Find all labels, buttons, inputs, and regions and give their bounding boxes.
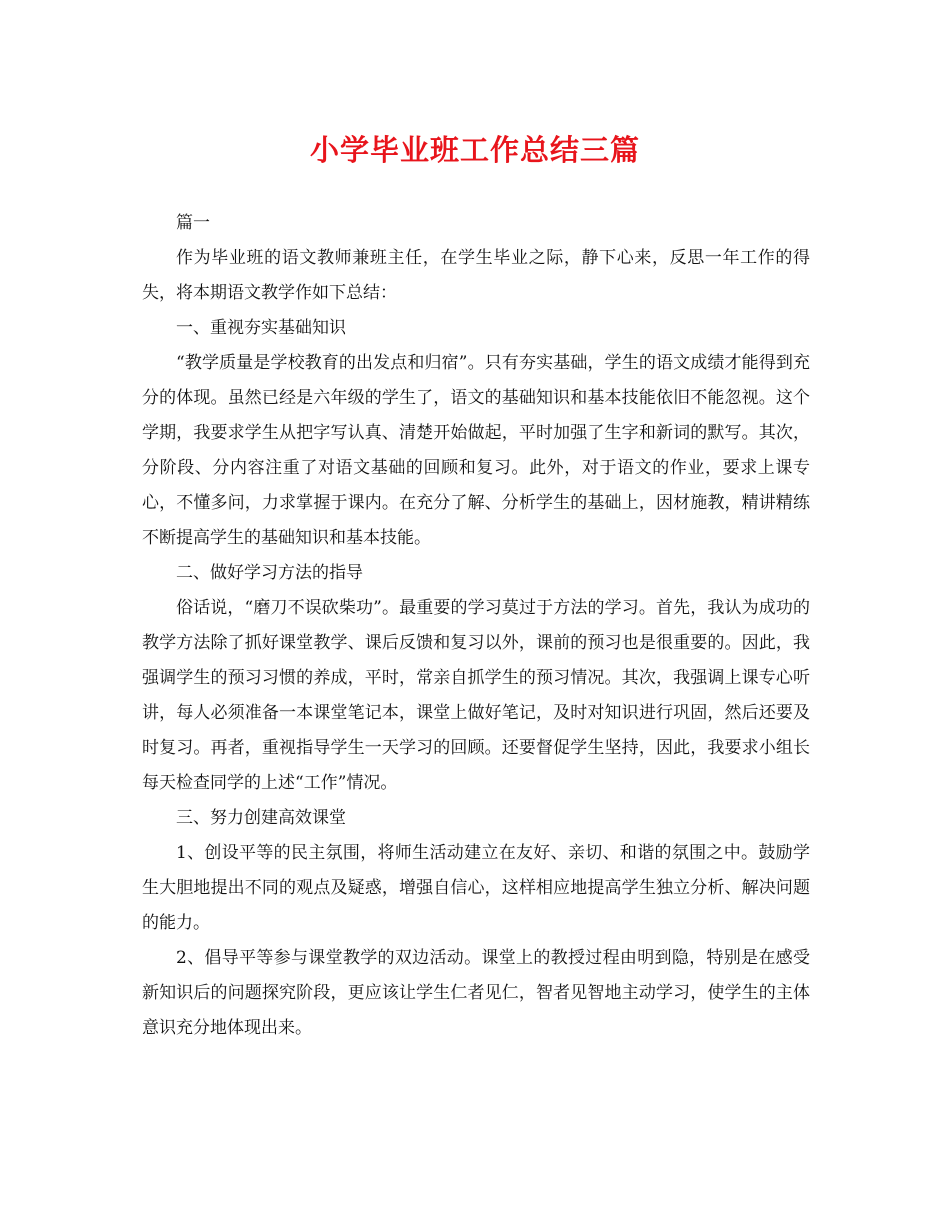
section-heading-pian-yi: 篇一 [176, 213, 210, 233]
section-heading-2: 二、做好学习方法的指导 [176, 563, 363, 583]
section-heading-3: 三、努力创建高效课堂 [176, 808, 346, 828]
document-title: 小学毕业班工作总结三篇 [309, 133, 640, 167]
list-item-1: 1、创设平等的民主氛围，将师生活动建立在友好、亲切、和谐的氛围之中。鼓励学生大胆地提出不同的观点及疑惑，增强自信心，这样相应地提高学生独立分析、解决问题的能力。 [142, 843, 810, 933]
body-paragraph-2: 俗话说，“磨刀不误砍柴功”。最重要的学习莫过于方法的学习。首先，我认为成功的教学方法除了抓好课堂教学、课后反馈和复习以外，课前的预习也是很重要的。因此，我强调学生的预习习惯的养成，平时，常亲自抓学生的预习情况。其次，我强调上课专心听讲，每人必须准备一本课堂笔记本，课堂上做好笔记，及时对知识进行巩固，然后还要及时复习。再者，重视指导学生一天学习的回顾。还要督促学生坚持，因此，我要求小组长每天检查同学的上述“工作”情况。 [142, 598, 810, 793]
list-item-2: 2、倡导平等参与课堂教学的双边活动。课堂上的教授过程由明到隐，特别是在感受新知识后的问题探究阶段，更应该让学生仁者见仁，智者见智地主动学习，使学生的主体意识充分地体现出来。 [142, 948, 810, 1038]
body-paragraph-1: “教学质量是学校教育的出发点和归宿”。只有夯实基础，学生的语文成绩才能得到充分的体现。虽然已经是六年级的学生了，语文的基础知识和基本技能依旧不能忽视。这个学期，我要求学生从把字写认真、清楚开始做起，平时加强了生字和新词的默写。其次，分阶段、分内容注重了对语文基础的回顾和复习。此外，对于语文的作业，要求上课专心，不懂多问，力求掌握于课内。在充分了解、分析学生的基础上，因材施教，精讲精练不断提高学生的基础知识和基本技能。 [142, 353, 810, 548]
section-heading-1: 一、重视夯实基础知识 [176, 318, 346, 338]
intro-paragraph: 作为毕业班的语文教师兼班主任，在学生毕业之际，静下心来，反思一年工作的得失，将本期语文教学作如下总结： [142, 248, 810, 303]
document-body [142, 206, 810, 1046]
